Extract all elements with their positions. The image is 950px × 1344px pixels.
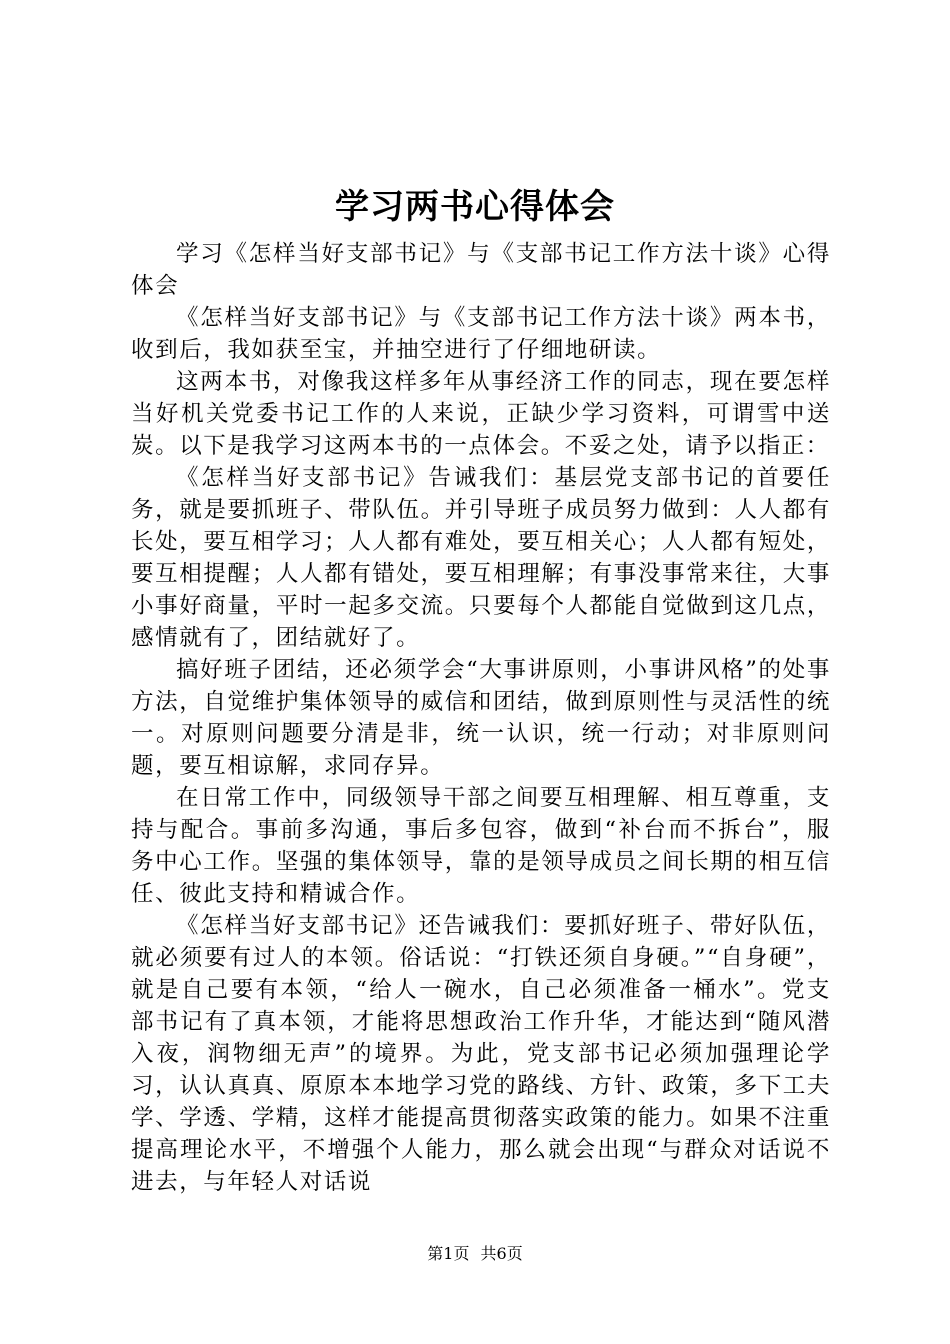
page-footer	[0, 1243, 950, 1265]
document-title: 学习两书心得体会	[335, 187, 615, 227]
paragraph: 这两本书，对像我这样多年从事经济工作的同志，现在要怎样当好机关党委书记工作的人来说，正缺少学习资料，可谓雪中送炭。以下是我学习这两本书的一点体会。不妥之处，请予以指正：	[131, 369, 831, 459]
paragraph: 搞好班子团结，还必须学会“大事讲原则，小事讲风格”的处事方法，自觉维护集体领导的威信和团结，做到原则性与灵活性的统一。对原则问题要分清是非，统一认识，统一行动；对非原则问题，要互相谅解，求同存异。	[131, 657, 831, 779]
paragraph-subtitle: 学习《怎样当好支部书记》与《支部书记工作方法十谈》心得体会	[131, 241, 831, 299]
paragraph: 在日常工作中，同级领导干部之间要互相理解、相互尊重，支持与配合。事前多沟通，事后多包容，做到“补台而不拆台”，服务中心工作。坚强的集体领导，靠的是领导成员之间长期的相互信任、彼此支持和精诚合作。	[131, 785, 831, 907]
paragraph: 《怎样当好支部书记》告诫我们：基层党支部书记的首要任务，就是要抓班子、带队伍。并引导班子成员努力做到：人人都有长处，要互相学习；人人都有难处，要互相关心；人人都有短处，要互相提醒；人人都有错处，要互相理解；有事没事常来往，大事小事好商量，平时一起多交流。只要每个人都能自觉做到这几点，感情就有了，团结就好了。	[131, 465, 831, 651]
page-total: 共6页	[480, 1244, 523, 1263]
paragraph: 《怎样当好支部书记》与《支部书记工作方法十谈》两本书，收到后，我如获至宝，并抽空进行了仔细地研读。	[131, 305, 831, 363]
paragraph: 《怎样当好支部书记》还告诫我们：要抓好班子、带好队伍，就必须要有过人的本领。俗话说：“打铁还须自身硬。”“自身硬”，就是自己要有本领，“给人一碗水，自己必须准备一桶水”。党支部书记有了真本领，才能将思想政治工作升华，才能达到“随风潜入夜，润物细无声”的境界。为此，党支部书记必须加强理论学习，认认真真、原原本本地学习党的路线、方针、政策，多下工夫学、学透、学精，这样才能提高贯彻落实政策的能力。如果不注重提高理论水平，不增强个人能力，那么就会出现“与群众对话说不进去，与年轻人对话说	[131, 913, 831, 1195]
document-body	[131, 238, 831, 1198]
page-number: 第1页	[427, 1244, 470, 1263]
